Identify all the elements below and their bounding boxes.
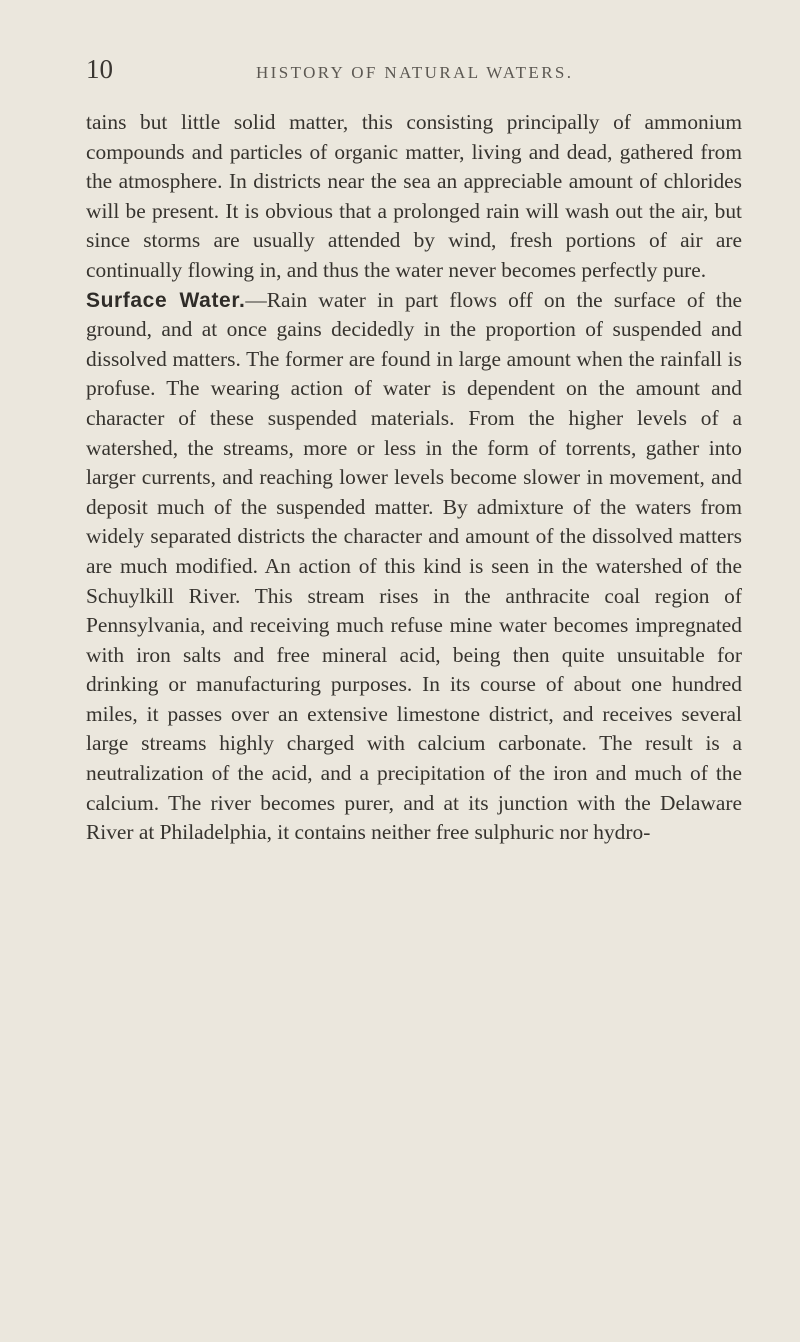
paragraph-surface-water (86, 286, 742, 848)
running-head (86, 54, 746, 88)
section-text-surface-water: —Rain water in part flows off on the surface of the ground, and at once gains decidedly in the proportion of suspended and dissolved matters. The former are found in large amount when the rainfall is profuse. The wearing action of water is dependent on the amount and character of these suspended materials. From the higher levels of a watershed, the streams, more or less in the form of torrents, gather into larger currents, and reaching lower levels become slower in movement, and deposit much of the suspended matter. By admixture of the waters from widely separated districts the character and amount of the dissolved matters are much modified. An action of this kind is seen in the watershed of the Schuylkill River. This stream rises in the anthracite coal region of Pennsylvania, and receiving much refuse mine water becomes impregnated with iron salts and free mineral acid, being then quite unsuitable for drinking or manufacturing purposes. In its course of about one hundred miles, it passes over an extensive limestone district, and receives several large streams highly charged with calcium carbonate. The result is a neutralization of the acid, and a precipitation of the iron and much of the calcium. The river becomes purer, and at its junction with the Delaware River at Philadelphia, it contains neither free sulphuric nor hydro- (86, 287, 743, 845)
paragraph-rain-water: tains but little solid matter, this consisting principally of ammonium compounds and particles of organic matter, living and dead, gathered from the atmosphere. In districts near the sea an appreciable amount of chlorides will be present. It is obvious that a prolonged rain will wash out the air, but since storms are usually attended by wind, fresh portions of air are continually flowing in, and thus the water never becomes perfectly pure. (86, 110, 742, 282)
page-number: 10 (86, 54, 113, 84)
section-heading-surface-water: Surface Water. (86, 288, 246, 312)
body-text (86, 108, 742, 848)
running-title: HISTORY OF NATURAL WATERS. (256, 63, 574, 82)
